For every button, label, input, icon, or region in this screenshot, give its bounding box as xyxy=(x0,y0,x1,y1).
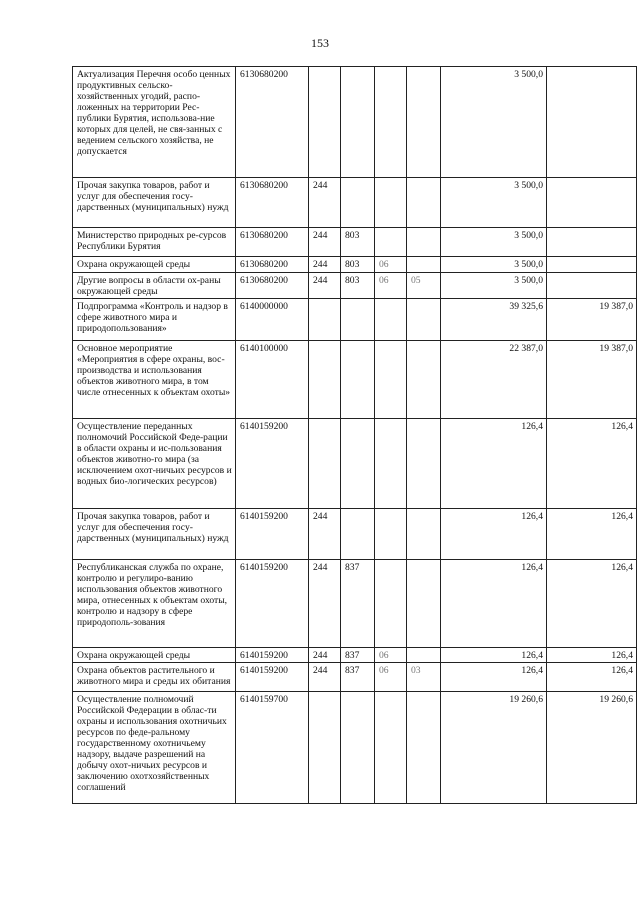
cell-subsection xyxy=(407,257,441,273)
table-row xyxy=(73,663,637,692)
cell-section xyxy=(375,560,407,648)
cell-administrator-code: 803 xyxy=(341,257,375,273)
budget-table xyxy=(72,66,637,804)
table-row xyxy=(73,341,637,419)
cell-expense-type: 244 xyxy=(309,273,341,299)
cell-target-code: 6140159200 xyxy=(236,509,309,560)
cell-target-code: 6130680200 xyxy=(236,178,309,228)
cell-expense-type xyxy=(309,419,341,509)
cell-amount-2: 19 387,0 xyxy=(547,299,637,341)
cell-amount-2: 19 387,0 xyxy=(547,341,637,419)
table-row xyxy=(73,178,637,228)
cell-section: 06 xyxy=(375,663,407,692)
cell-target-code: 6130680200 xyxy=(236,67,309,178)
cell-subsection: 05 xyxy=(407,273,441,299)
table-row xyxy=(73,509,637,560)
cell-amount-1: 3 500,0 xyxy=(441,273,547,299)
table-row xyxy=(73,299,637,341)
cell-expense-type: 244 xyxy=(309,560,341,648)
cell-expense-type: 244 xyxy=(309,178,341,228)
cell-expense-type xyxy=(309,341,341,419)
cell-section: 06 xyxy=(375,273,407,299)
cell-target-code: 6130680200 xyxy=(236,273,309,299)
cell-name: Прочая закупка товаров, работ и услуг для обеспечения госу-дарственных (муниципальных) нужд xyxy=(73,178,236,228)
cell-subsection xyxy=(407,648,441,663)
cell-target-code: 6140100000 xyxy=(236,341,309,419)
table-row xyxy=(73,228,637,257)
cell-name: Актуализация Перечня особо ценных продуктивных сельско-хозяйственных угодий, распо-ложенных на территории Рес-публики Бурятия, использова-ние которых для целей, не свя-занных с ведением сельского хозяйства, не допускается xyxy=(73,67,236,178)
cell-amount-2: 126,4 xyxy=(547,663,637,692)
cell-section xyxy=(375,228,407,257)
table-row xyxy=(73,273,637,299)
cell-section xyxy=(375,341,407,419)
cell-amount-1: 126,4 xyxy=(441,648,547,663)
cell-administrator-code xyxy=(341,419,375,509)
cell-name: Осуществление полномочий Российской Федерации в облас-ти охраны и использования охотничьих ресурсов по феде-ральному государственному охотничьему надзору, выдаче разрешений на добычу охот-ничьих ресурсов и заключению охотхозяйственных соглашений xyxy=(73,692,236,804)
table-row xyxy=(73,67,637,178)
cell-name: Другие вопросы в области ох-раны окружающей среды xyxy=(73,273,236,299)
cell-target-code: 6140159200 xyxy=(236,560,309,648)
cell-subsection xyxy=(407,178,441,228)
cell-amount-2 xyxy=(547,228,637,257)
cell-subsection xyxy=(407,560,441,648)
cell-amount-2: 126,4 xyxy=(547,419,637,509)
cell-subsection: 03 xyxy=(407,663,441,692)
cell-section xyxy=(375,692,407,804)
cell-amount-2 xyxy=(547,67,637,178)
cell-subsection xyxy=(407,509,441,560)
cell-expense-type: 244 xyxy=(309,648,341,663)
cell-amount-1: 3 500,0 xyxy=(441,228,547,257)
cell-expense-type xyxy=(309,67,341,178)
cell-administrator-code xyxy=(341,67,375,178)
cell-target-code: 6130680200 xyxy=(236,228,309,257)
cell-target-code: 6130680200 xyxy=(236,257,309,273)
cell-administrator-code: 803 xyxy=(341,273,375,299)
cell-name: Охрана окружающей среды xyxy=(73,257,236,273)
cell-amount-1: 3 500,0 xyxy=(441,67,547,178)
cell-amount-2 xyxy=(547,273,637,299)
cell-amount-2 xyxy=(547,178,637,228)
cell-administrator-code: 837 xyxy=(341,648,375,663)
cell-section xyxy=(375,299,407,341)
cell-subsection xyxy=(407,228,441,257)
cell-amount-1: 19 260,6 xyxy=(441,692,547,804)
cell-name: Министерство природных ре-сурсов Республики Бурятия xyxy=(73,228,236,257)
cell-expense-type: 244 xyxy=(309,257,341,273)
cell-expense-type: 244 xyxy=(309,663,341,692)
cell-expense-type xyxy=(309,692,341,804)
table-row xyxy=(73,257,637,273)
cell-administrator-code xyxy=(341,692,375,804)
cell-target-code: 6140159200 xyxy=(236,663,309,692)
cell-expense-type xyxy=(309,299,341,341)
cell-amount-2: 126,4 xyxy=(547,560,637,648)
cell-target-code: 6140000000 xyxy=(236,299,309,341)
cell-amount-2 xyxy=(547,257,637,273)
cell-subsection xyxy=(407,692,441,804)
table-row xyxy=(73,692,637,804)
cell-amount-1: 126,4 xyxy=(441,509,547,560)
cell-amount-2: 126,4 xyxy=(547,509,637,560)
cell-target-code: 6140159700 xyxy=(236,692,309,804)
cell-administrator-code xyxy=(341,509,375,560)
table-row xyxy=(73,648,637,663)
cell-amount-1: 39 325,6 xyxy=(441,299,547,341)
cell-target-code: 6140159200 xyxy=(236,419,309,509)
cell-administrator-code: 803 xyxy=(341,228,375,257)
cell-section: 06 xyxy=(375,648,407,663)
cell-amount-1: 126,4 xyxy=(441,560,547,648)
cell-administrator-code xyxy=(341,178,375,228)
cell-amount-1: 22 387,0 xyxy=(441,341,547,419)
cell-administrator-code xyxy=(341,299,375,341)
cell-name: Охрана окружающей среды xyxy=(73,648,236,663)
cell-name: Основное мероприятие «Мероприятия в сфере охраны, вос-производства и использования объектов животного мира, в том числе отнесенных к объектам охоты» xyxy=(73,341,236,419)
cell-subsection xyxy=(407,419,441,509)
table-row xyxy=(73,560,637,648)
cell-amount-1: 3 500,0 xyxy=(441,178,547,228)
cell-name: Подпрограмма «Контроль и надзор в сфере животного мира и природопользования» xyxy=(73,299,236,341)
cell-section xyxy=(375,67,407,178)
cell-expense-type: 244 xyxy=(309,509,341,560)
cell-amount-1: 126,4 xyxy=(441,663,547,692)
cell-amount-2: 19 260,6 xyxy=(547,692,637,804)
page-number: 153 xyxy=(311,36,329,50)
cell-target-code: 6140159200 xyxy=(236,648,309,663)
cell-subsection xyxy=(407,341,441,419)
cell-section: 06 xyxy=(375,257,407,273)
cell-administrator-code xyxy=(341,341,375,419)
cell-administrator-code: 837 xyxy=(341,560,375,648)
cell-name: Охрана объектов растительного и животного мира и среды их обитания xyxy=(73,663,236,692)
cell-administrator-code: 837 xyxy=(341,663,375,692)
cell-name: Осуществление переданных полномочий Российской Феде-рации в области охраны и ис-пользования объектов животно-го мира (за исключением охот-ничьих ресурсов и водных био-логических ресурсов) xyxy=(73,419,236,509)
cell-expense-type: 244 xyxy=(309,228,341,257)
cell-amount-1: 3 500,0 xyxy=(441,257,547,273)
table-row xyxy=(73,419,637,509)
cell-section xyxy=(375,509,407,560)
cell-name: Прочая закупка товаров, работ и услуг для обеспечения госу-дарственных (муниципальных) нужд xyxy=(73,509,236,560)
cell-amount-2: 126,4 xyxy=(547,648,637,663)
cell-subsection xyxy=(407,67,441,178)
cell-section xyxy=(375,419,407,509)
cell-subsection xyxy=(407,299,441,341)
cell-amount-1: 126,4 xyxy=(441,419,547,509)
cell-name: Республиканская служба по охране, контролю и регулиро-ванию использования объектов животного мира, отнесенных к объектам охоты, контролю и надзору в сфере природополь-зования xyxy=(73,560,236,648)
cell-section xyxy=(375,178,407,228)
